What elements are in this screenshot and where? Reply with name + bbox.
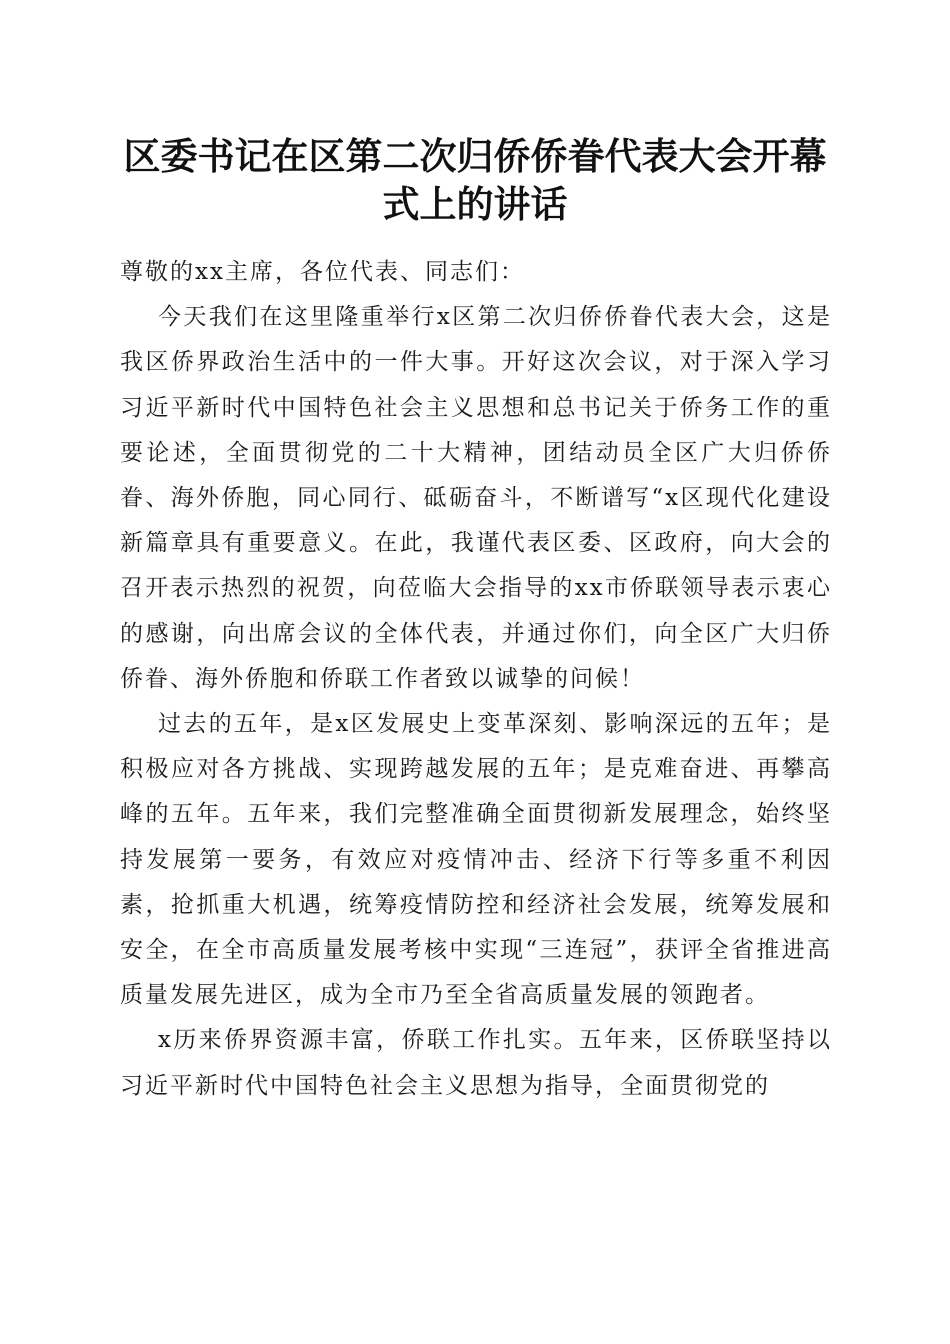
paragraph-2: 过去的五年，是x区发展史上变革深刻、影响深远的五年；是积极应对各方挑战、实现跨越发展的五年；是克难奋进、再攀高峰的五年。五年来，我们完整准确全面贯彻新发展理念，始终坚持发展第一要务，有效应对疫情冲击、经济下行等多重不利因素，抢抓重大机遇，统筹疫情防控和经济社会发展，统筹发展和安全，在全市高质量发展考核中实现“三连冠”，获评全省推进高质量发展先进区，成为全市乃至全省高质量发展的领跑者。 <box>120 711 832 1009</box>
document-title: 区委书记在区第二次归侨侨眷代表大会开幕式上的讲话 <box>123 134 827 226</box>
salutation: 尊敬的xx主席，各位代表、同志们： <box>120 259 525 285</box>
document-body <box>120 250 832 1109</box>
paragraph-3: x历来侨界资源丰富，侨联工作扎实。五年来，区侨联坚持以习近平新时代中国特色社会主义思想为指导，全面贯彻党的 <box>120 1027 832 1099</box>
paragraph-1: 今天我们在这里隆重举行x区第二次归侨侨眷代表大会，这是我区侨界政治生活中的一件大事。开好这次会议，对于深入学习习近平新时代中国特色社会主义思想和总书记关于侨务工作的重要论述，全面贯彻党的二十大精神，团结动员全区广大归侨侨眷、海外侨胞，同心同行、砥砺奋斗，不断谱写“x区现代化建设新篇章具有重要意义。在此，我谨代表区委、区政府，向大会的召开表示热烈的祝贺，向莅临大会指导的xx市侨联领导表示衷心的感谢，向出席会议的全体代表，并通过你们，向全区广大归侨侨眷、海外侨胞和侨联工作者致以诚挚的问候！ <box>120 304 832 692</box>
